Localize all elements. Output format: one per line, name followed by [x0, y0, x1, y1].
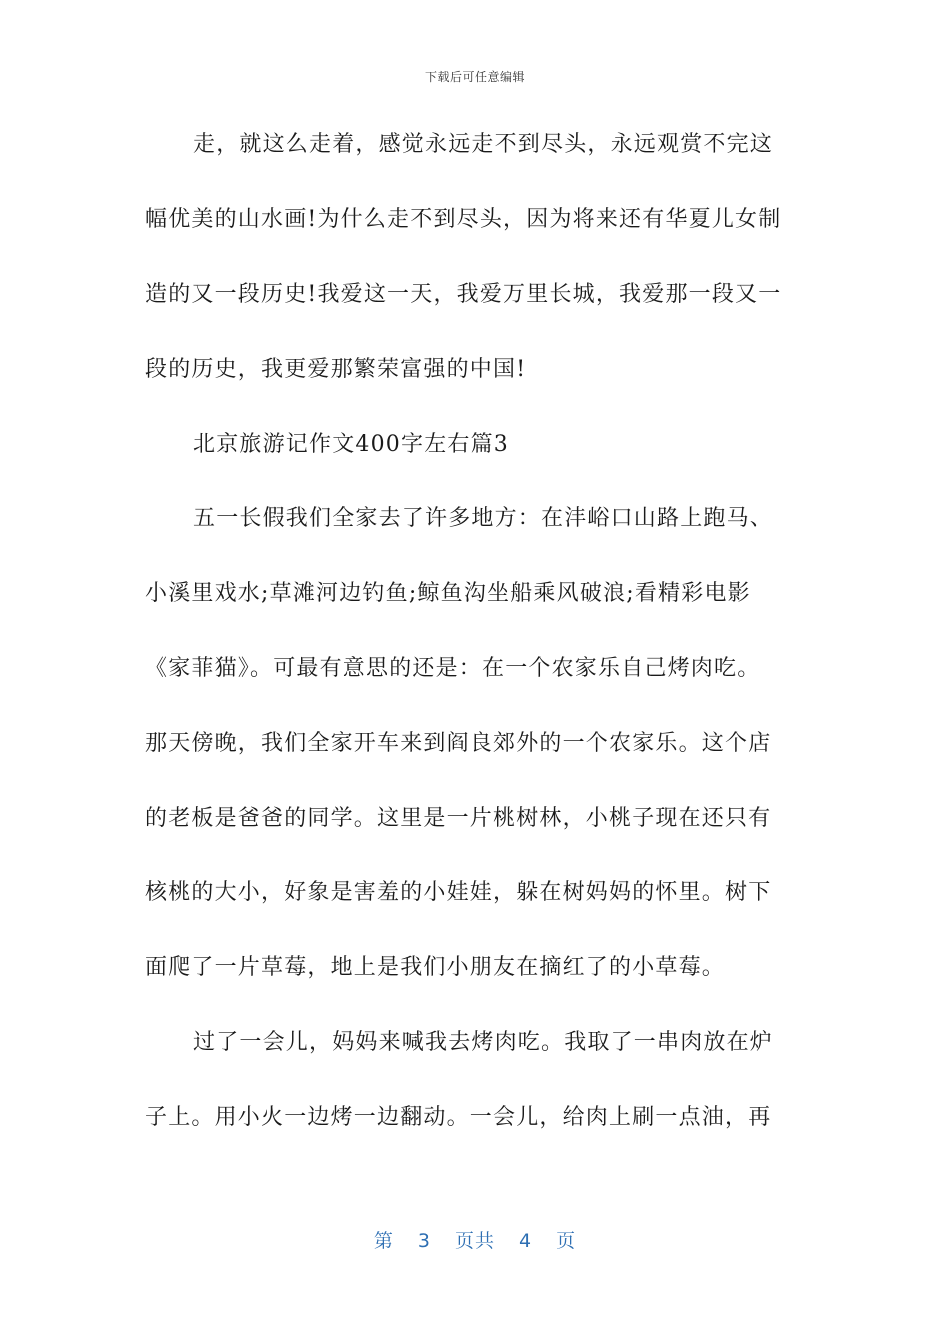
footer-current-page: 3: [417, 1230, 431, 1252]
section-heading: 北京旅游记作文400字左右篇3: [193, 432, 509, 457]
page-footer: [0, 1226, 950, 1253]
text-line: 核桃的大小，好象是害羞的小娃娃，躲在树妈妈的怀里。树下: [145, 880, 772, 905]
text-line: 五一长假我们全家去了许多地方：在沣峪口山路上跑马、: [193, 506, 774, 531]
text-line: 过了一会儿，妈妈来喊我去烤肉吃。我取了一串肉放在炉: [193, 1030, 774, 1055]
text-line: 段的历史，我更爱那繁荣富强的中国!: [145, 357, 527, 382]
header-note: 下载后可任意编辑: [424, 70, 525, 84]
text-line: 走，就这么走着，感觉永远走不到尽头，永远观赏不完这: [193, 132, 774, 157]
text-line: 造的又一段历史!我爱这一天，我爱万里长城，我爱那一段又一: [145, 282, 782, 307]
text-line: 小溪里戏水;草滩河边钓鱼;鲸鱼沟坐船乘风破浪;看精彩电影: [145, 581, 751, 606]
footer-middle: 页共: [454, 1230, 495, 1252]
footer-suffix: 页: [556, 1230, 577, 1252]
text-line: 的老板是爸爸的同学。这里是一片桃树林，小桃子现在还只有: [145, 806, 772, 831]
footer-total-pages: 4: [519, 1230, 533, 1252]
text-line: 幅优美的山水画!为什么走不到尽头，因为将来还有华夏儿女制: [145, 207, 782, 232]
footer-prefix: 第: [373, 1230, 394, 1252]
text-line: 面爬了一片草莓，地上是我们小朋友在摘红了的小草莓。: [145, 955, 726, 980]
text-line: 子上。用小火一边烤一边翻动。一会儿，给肉上刷一点油，再: [145, 1105, 772, 1130]
text-line: 《家菲猫》。可最有意思的还是：在一个农家乐自己烤肉吃。: [145, 656, 761, 681]
text-line: 那天傍晚，我们全家开车来到阎良郊外的一个农家乐。这个店: [145, 731, 772, 756]
